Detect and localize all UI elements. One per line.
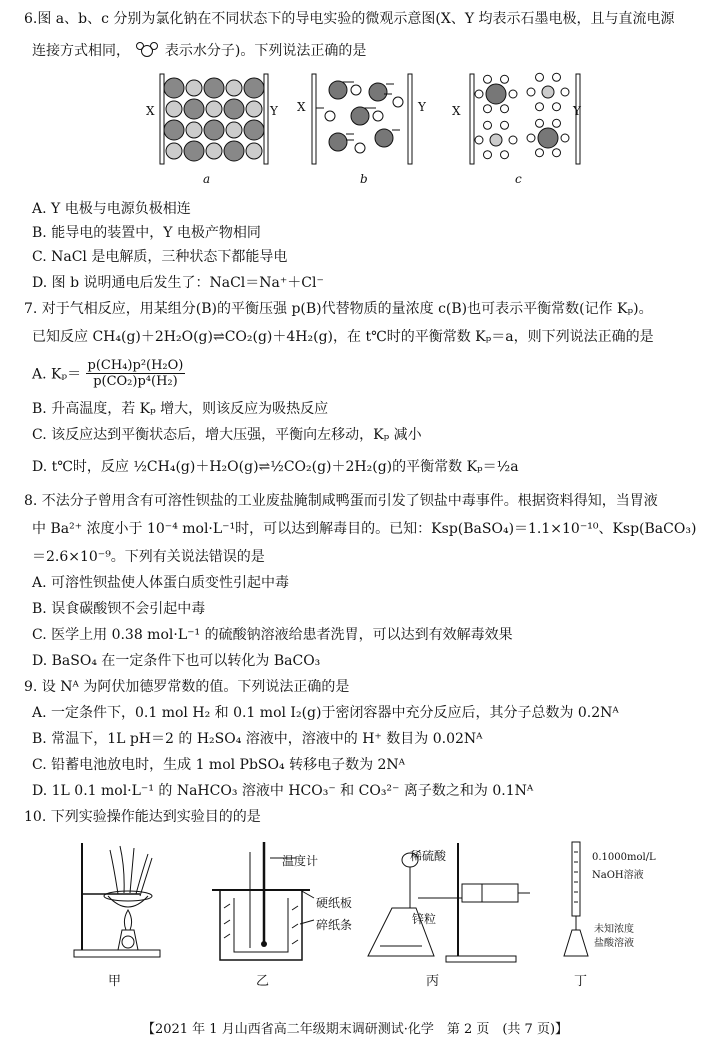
fig-b-caption: b <box>360 172 368 186</box>
naoh-concentration-label: 0.1000mol/L <box>592 852 656 863</box>
q8-option-a: A. 可溶性钡盐使人体蛋白质变性引起中毒 <box>32 575 290 591</box>
chloride-ion <box>369 83 387 101</box>
chloride-ion <box>329 133 347 151</box>
water-molecule-icon <box>134 42 160 58</box>
unknown-concentration-label: 未知浓度 <box>594 924 634 935</box>
water-molecule <box>501 151 509 159</box>
water-molecule <box>484 151 492 159</box>
water-molecule <box>553 119 561 127</box>
chloride-ion <box>184 99 204 119</box>
water-molecule <box>509 90 517 98</box>
q9-option-d: D. 1L 0.1 mol·L⁻¹ 的 NaHCO₃ 溶液中 HCO₃⁻ 和 CO₃²⁻ 离子数之和为 0.1Nᴬ <box>32 783 534 799</box>
sodium-ion <box>351 85 361 95</box>
sodium-ion <box>186 80 202 96</box>
fig-a-y-label: Y <box>270 104 278 118</box>
q6-stem-line2: 连接方式相同， 表示水分子)。下列说法正确的是 <box>32 43 367 59</box>
electrode-y <box>408 74 412 164</box>
hydrochloric-acid-label: 盐酸溶液 <box>594 938 634 949</box>
water-molecule <box>484 121 492 129</box>
apparatus-bing-caption: 丙 <box>426 974 440 989</box>
chloride-ion <box>244 120 264 140</box>
q9-option-c: C. 铅蓄电池放电时，生成 1 mol PbSO₄ 转移电子数为 2Nᴬ <box>32 757 406 773</box>
q8-stem-line1: 8. 不法分子曾用含有可溶性钡盐的工业废盐腌制咸鸭蛋而引发了钡盐中毒事件。根据资料得知，当胃液 <box>24 493 658 509</box>
hydrated-ion-large <box>486 84 506 104</box>
sodium-ion <box>373 111 383 121</box>
q9-option-a: A. 一定条件下，0.1 mol H₂ 和 0.1 mol I₂(g)于密闭容器中充分反应后，其分子总数为 0.2Nᴬ <box>32 705 619 721</box>
sodium-ion <box>206 101 222 117</box>
q9-stem: 9. 设 Nᴬ 为阿伏加德罗常数的值。下列说法正确的是 <box>24 679 350 695</box>
electrode-x <box>160 74 164 164</box>
q7-stem-line2: 已知反应 CH₄(g)＋2H₂O(g)⇌CO₂(g)＋4H₂(g)，在 t℃时的平衡常数 Kₚ＝a，则下列说法正确的是 <box>32 329 654 345</box>
water-molecule <box>553 73 561 81</box>
chloride-ion <box>244 78 264 98</box>
water-molecule <box>475 136 483 144</box>
sodium-ion <box>226 80 242 96</box>
chloride-ion <box>164 120 184 140</box>
naoh-solution-label: NaOH溶液 <box>592 870 644 881</box>
sodium-ion <box>186 122 202 138</box>
sodium-ion <box>206 143 222 159</box>
q8-option-b: B. 误食碳酸钡不会引起中毒 <box>32 601 206 617</box>
electrode-x <box>312 74 316 164</box>
chloride-ion <box>375 129 393 147</box>
sodium-ion <box>166 143 182 159</box>
thermometer-label: 温度计 <box>282 854 319 868</box>
figure-c <box>452 68 592 172</box>
chloride-ion <box>224 99 244 119</box>
electrode-y <box>576 74 580 164</box>
chloride-ion <box>164 78 184 98</box>
paper-strips-label: 碎纸条 <box>316 918 353 932</box>
figure-a-svg <box>140 68 290 168</box>
apparatus-yi-caption: 乙 <box>256 974 270 989</box>
q10-stem: 10. 下列实验操作能达到实验目的的是 <box>24 809 261 825</box>
figure-b <box>298 68 428 172</box>
water-molecule <box>553 149 561 157</box>
q7-stem-line1: 7. 对于气相反应，用某组分(B)的平衡压强 p(B)代替物质的量浓度 c(B)也可表示平衡常数(记作 Kₚ)。 <box>24 301 653 317</box>
water-molecule <box>536 103 544 111</box>
chloride-ion <box>224 141 244 161</box>
sodium-ion <box>325 111 335 121</box>
q7-option-d: D. t℃时，反应 ½CH₄(g)＋H₂O(g)⇌½CO₂(g)＋2H₂(g)的平衡常数 Kₚ＝½a <box>32 459 519 475</box>
fig-c-x-label: X <box>452 104 461 118</box>
apparatus-jia <box>70 838 170 963</box>
water-molecule <box>527 134 535 142</box>
apparatus-jia-caption: 甲 <box>108 974 122 989</box>
fig-c-y-label: Y <box>573 104 581 118</box>
water-molecule <box>484 75 492 83</box>
chloride-ion <box>204 78 224 98</box>
sodium-ion <box>166 101 182 117</box>
water-molecule <box>475 90 483 98</box>
q6-option-d: D. 图 b 说明通电后发生了：NaCl＝Na⁺＋Cl⁻ <box>32 275 324 291</box>
page-footer: 【2021 年 1 月山西省高二年级期末调研测试·化学 第 2 页 (共 7 页)】 <box>141 1022 569 1037</box>
dilute-sulfuric-acid-label: 稀硫酸 <box>410 849 447 863</box>
electrode-x <box>470 74 474 164</box>
apparatus-ding-caption: 丁 <box>574 974 588 989</box>
q6-option-b: B. 能导电的装置中，Y 电极产物相同 <box>32 225 261 241</box>
q6-option-c: C. NaCl 是电解质，三种状态下都能导电 <box>32 249 288 265</box>
q7-option-c: C. 该反应达到平衡状态后，增大压强，平衡向左移动，Kₚ 减小 <box>32 427 422 443</box>
water-molecule <box>527 88 535 96</box>
chloride-ion <box>204 120 224 140</box>
q7-option-b: B. 升高温度，若 Kₚ 增大，则该反应为吸热反应 <box>32 401 329 417</box>
fig-a-x-label: X <box>146 104 155 118</box>
hydrated-ion-small <box>490 134 502 146</box>
cardboard-label: 硬纸板 <box>316 896 353 910</box>
sodium-ion <box>355 143 365 153</box>
figure-c-svg <box>452 68 592 168</box>
q8-stem-line3: ＝2.6×10⁻⁹。下列有关说法错误的是 <box>32 549 265 565</box>
water-molecule <box>561 88 569 96</box>
q7-kp-fraction: $\frac{\text{p(CH₄)p²(H₂O)}}{\text{p(CO₂)p⁴(H₂)}}$ <box>87 358 184 389</box>
apparatus-bing <box>362 838 532 968</box>
water-molecule <box>501 75 509 83</box>
sodium-ion <box>393 97 403 107</box>
q7-option-a: A. Kₚ＝ $\frac{\text{p(CH₄)p²(H₂O)}}{\text{p(CO₂)p⁴(H₂)}}$ <box>32 358 184 389</box>
sodium-ion <box>246 143 262 159</box>
figure-a <box>140 68 290 172</box>
water-molecule <box>553 103 561 111</box>
q6-option-a: A. Y 电极与电源负极相连 <box>32 201 191 217</box>
water-molecule <box>536 149 544 157</box>
zinc-granules-label: 锌粒 <box>412 912 437 926</box>
fig-a-caption: a <box>203 172 211 186</box>
electrode-y <box>264 74 268 164</box>
q6-stem-line1: 6.图 a、b、c 分别为氯化钠在不同状态下的导电实验的微观示意图(X、Y 均表示石墨电极，且与直流电源 <box>24 11 675 27</box>
water-molecule <box>501 121 509 129</box>
q8-option-d: D. BaSO₄ 在一定条件下也可以转化为 BaCO₃ <box>32 653 321 669</box>
q9-option-b: B. 常温下，1L pH＝2 的 H₂SO₄ 溶液中，溶液中的 H⁺ 数目为 0.02Nᴬ <box>32 731 483 747</box>
q8-stem-line2: 中 Ba²⁺ 浓度小于 10⁻⁴ mol·L⁻¹时，可以达到解毒目的。已知：Ksp(BaSO₄)＝1.1×10⁻¹⁰、Ksp(BaCO₃) <box>32 521 697 537</box>
water-molecule <box>561 134 569 142</box>
chloride-ion <box>184 141 204 161</box>
q8-option-c: C. 医学上用 0.38 mol·L⁻¹ 的硫酸钠溶液给患者洗胃，可以达到有效解毒效果 <box>32 627 513 643</box>
water-molecule <box>501 105 509 113</box>
fig-b-y-label: Y <box>418 100 426 114</box>
water-molecule <box>484 105 492 113</box>
chloride-ion <box>351 107 369 125</box>
water-molecule <box>536 119 544 127</box>
chloride-ion <box>329 81 347 99</box>
sodium-ion <box>226 122 242 138</box>
fig-b-x-label: X <box>297 100 306 114</box>
water-molecule <box>536 73 544 81</box>
fig-c-caption: c <box>515 172 522 186</box>
sodium-ion <box>246 101 262 117</box>
figure-b-svg <box>298 68 428 168</box>
water-molecule <box>509 136 517 144</box>
hydrated-ion-large <box>538 128 558 148</box>
hydrated-ion-small <box>542 86 554 98</box>
